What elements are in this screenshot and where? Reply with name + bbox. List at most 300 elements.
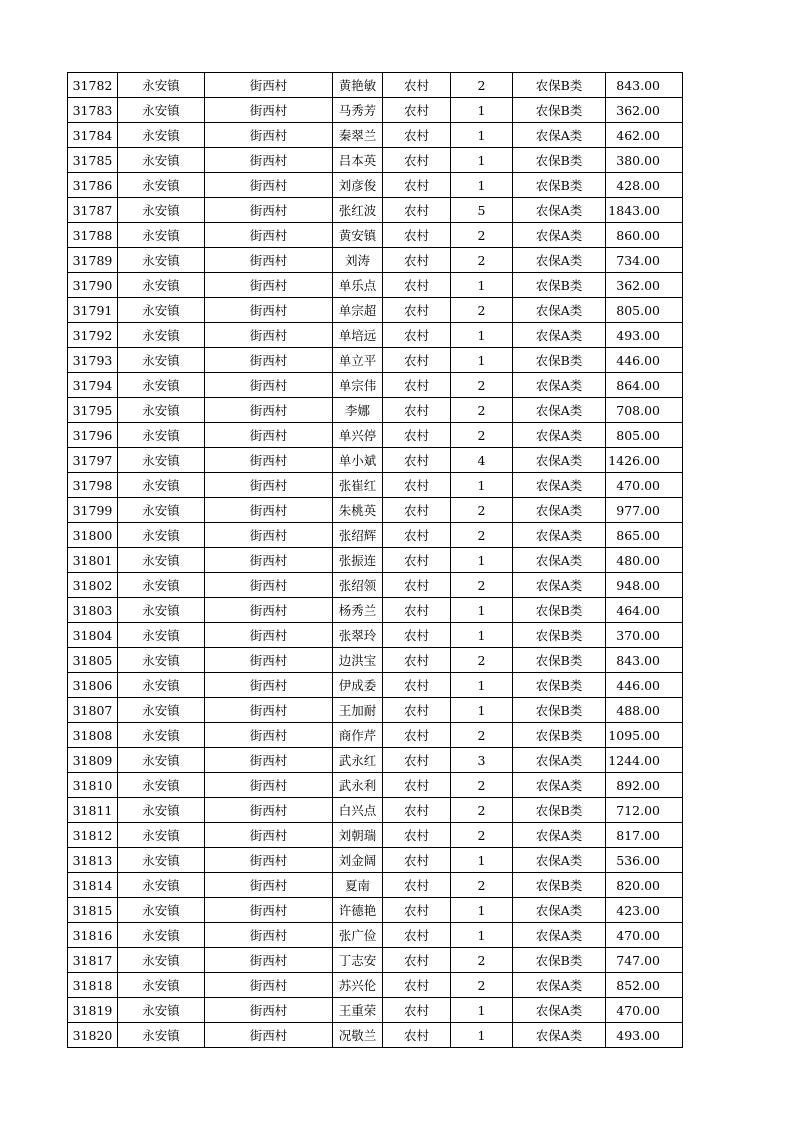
name-cell: 李娜 xyxy=(333,398,383,423)
amount-cell: 493.00 xyxy=(606,1023,683,1048)
town-cell: 永安镇 xyxy=(118,873,205,898)
table-row xyxy=(68,773,683,798)
serial-number-cell: 31788 xyxy=(68,223,118,248)
household-size-cell: 1 xyxy=(451,148,513,173)
serial-number-cell: 31798 xyxy=(68,473,118,498)
table-row xyxy=(68,73,683,98)
village-cell: 街西村 xyxy=(205,873,333,898)
serial-number-cell: 31802 xyxy=(68,573,118,598)
household-size-cell: 1 xyxy=(451,548,513,573)
household-size-cell: 2 xyxy=(451,223,513,248)
name-cell: 刘彦俊 xyxy=(333,173,383,198)
name-cell: 刘金阔 xyxy=(333,848,383,873)
insurance-category-cell: 农保A类 xyxy=(513,248,606,273)
village-cell: 街西村 xyxy=(205,273,333,298)
insurance-category-cell: 农保B类 xyxy=(513,273,606,298)
name-cell: 王加耐 xyxy=(333,698,383,723)
household-type-cell: 农村 xyxy=(383,123,451,148)
amount-cell: 446.00 xyxy=(606,673,683,698)
insurance-category-cell: 农保B类 xyxy=(513,148,606,173)
table-row xyxy=(68,273,683,298)
village-cell: 街西村 xyxy=(205,223,333,248)
name-cell: 单乐点 xyxy=(333,273,383,298)
insurance-category-cell: 农保B类 xyxy=(513,723,606,748)
insurance-category-cell: 农保A类 xyxy=(513,973,606,998)
table-row xyxy=(68,998,683,1023)
table-row xyxy=(68,598,683,623)
serial-number-cell: 31791 xyxy=(68,298,118,323)
amount-cell: 446.00 xyxy=(606,348,683,373)
village-cell: 街西村 xyxy=(205,648,333,673)
table-row xyxy=(68,173,683,198)
town-cell: 永安镇 xyxy=(118,823,205,848)
household-type-cell: 农村 xyxy=(383,673,451,698)
household-type-cell: 农村 xyxy=(383,523,451,548)
name-cell: 张振连 xyxy=(333,548,383,573)
household-size-cell: 2 xyxy=(451,973,513,998)
household-size-cell: 2 xyxy=(451,248,513,273)
serial-number-cell: 31808 xyxy=(68,723,118,748)
amount-cell: 488.00 xyxy=(606,698,683,723)
table-row xyxy=(68,823,683,848)
amount-cell: 820.00 xyxy=(606,873,683,898)
insurance-category-cell: 农保B类 xyxy=(513,873,606,898)
household-size-cell: 1 xyxy=(451,1023,513,1048)
household-type-cell: 农村 xyxy=(383,473,451,498)
town-cell: 永安镇 xyxy=(118,273,205,298)
name-cell: 王重荣 xyxy=(333,998,383,1023)
serial-number-cell: 31809 xyxy=(68,748,118,773)
village-cell: 街西村 xyxy=(205,798,333,823)
insurance-category-cell: 农保A类 xyxy=(513,1023,606,1048)
serial-number-cell: 31803 xyxy=(68,598,118,623)
name-cell: 夏南 xyxy=(333,873,383,898)
amount-cell: 747.00 xyxy=(606,948,683,973)
name-cell: 刘涛 xyxy=(333,248,383,273)
village-cell: 街西村 xyxy=(205,298,333,323)
amount-cell: 464.00 xyxy=(606,598,683,623)
town-cell: 永安镇 xyxy=(118,298,205,323)
town-cell: 永安镇 xyxy=(118,398,205,423)
name-cell: 单培远 xyxy=(333,323,383,348)
table-row xyxy=(68,473,683,498)
insurance-category-cell: 农保A类 xyxy=(513,548,606,573)
records-table xyxy=(67,72,683,1048)
town-cell: 永安镇 xyxy=(118,548,205,573)
amount-cell: 380.00 xyxy=(606,148,683,173)
name-cell: 单宗伟 xyxy=(333,373,383,398)
table-row xyxy=(68,573,683,598)
amount-cell: 462.00 xyxy=(606,123,683,148)
town-cell: 永安镇 xyxy=(118,773,205,798)
household-type-cell: 农村 xyxy=(383,723,451,748)
amount-cell: 865.00 xyxy=(606,523,683,548)
insurance-category-cell: 农保A类 xyxy=(513,123,606,148)
table-row xyxy=(68,398,683,423)
table-row xyxy=(68,648,683,673)
amount-cell: 708.00 xyxy=(606,398,683,423)
village-cell: 街西村 xyxy=(205,898,333,923)
serial-number-cell: 31805 xyxy=(68,648,118,673)
serial-number-cell: 31819 xyxy=(68,998,118,1023)
household-size-cell: 2 xyxy=(451,723,513,748)
insurance-category-cell: 农保A类 xyxy=(513,298,606,323)
town-cell: 永安镇 xyxy=(118,923,205,948)
village-cell: 街西村 xyxy=(205,698,333,723)
name-cell: 白兴点 xyxy=(333,798,383,823)
amount-cell: 977.00 xyxy=(606,498,683,523)
household-type-cell: 农村 xyxy=(383,898,451,923)
serial-number-cell: 31794 xyxy=(68,373,118,398)
household-size-cell: 1 xyxy=(451,273,513,298)
insurance-category-cell: 农保A类 xyxy=(513,198,606,223)
village-cell: 街西村 xyxy=(205,948,333,973)
serial-number-cell: 31817 xyxy=(68,948,118,973)
table-row xyxy=(68,948,683,973)
household-size-cell: 1 xyxy=(451,698,513,723)
village-cell: 街西村 xyxy=(205,398,333,423)
amount-cell: 817.00 xyxy=(606,823,683,848)
name-cell: 况敬兰 xyxy=(333,1023,383,1048)
insurance-category-cell: 农保A类 xyxy=(513,373,606,398)
household-size-cell: 2 xyxy=(451,798,513,823)
household-size-cell: 3 xyxy=(451,748,513,773)
name-cell: 单立平 xyxy=(333,348,383,373)
serial-number-cell: 31783 xyxy=(68,98,118,123)
household-size-cell: 1 xyxy=(451,898,513,923)
name-cell: 张绍领 xyxy=(333,573,383,598)
town-cell: 永安镇 xyxy=(118,198,205,223)
amount-cell: 470.00 xyxy=(606,473,683,498)
household-size-cell: 1 xyxy=(451,348,513,373)
household-type-cell: 农村 xyxy=(383,773,451,798)
table-row xyxy=(68,498,683,523)
table-row xyxy=(68,848,683,873)
amount-cell: 852.00 xyxy=(606,973,683,998)
serial-number-cell: 31812 xyxy=(68,823,118,848)
town-cell: 永安镇 xyxy=(118,898,205,923)
table-row xyxy=(68,373,683,398)
household-size-cell: 4 xyxy=(451,448,513,473)
village-cell: 街西村 xyxy=(205,548,333,573)
table-row xyxy=(68,423,683,448)
village-cell: 街西村 xyxy=(205,748,333,773)
town-cell: 永安镇 xyxy=(118,498,205,523)
insurance-category-cell: 农保B类 xyxy=(513,673,606,698)
serial-number-cell: 31789 xyxy=(68,248,118,273)
town-cell: 永安镇 xyxy=(118,148,205,173)
insurance-category-cell: 农保A类 xyxy=(513,523,606,548)
village-cell: 街西村 xyxy=(205,723,333,748)
name-cell: 张广俭 xyxy=(333,923,383,948)
insurance-category-cell: 农保A类 xyxy=(513,223,606,248)
amount-cell: 805.00 xyxy=(606,423,683,448)
name-cell: 张崔红 xyxy=(333,473,383,498)
insurance-category-cell: 农保A类 xyxy=(513,323,606,348)
household-size-cell: 1 xyxy=(451,673,513,698)
household-type-cell: 农村 xyxy=(383,323,451,348)
village-cell: 街西村 xyxy=(205,248,333,273)
serial-number-cell: 31793 xyxy=(68,348,118,373)
amount-cell: 428.00 xyxy=(606,173,683,198)
amount-cell: 493.00 xyxy=(606,323,683,348)
town-cell: 永安镇 xyxy=(118,348,205,373)
household-type-cell: 农村 xyxy=(383,148,451,173)
village-cell: 街西村 xyxy=(205,123,333,148)
amount-cell: 370.00 xyxy=(606,623,683,648)
village-cell: 街西村 xyxy=(205,98,333,123)
insurance-category-cell: 农保B类 xyxy=(513,98,606,123)
amount-cell: 480.00 xyxy=(606,548,683,573)
household-type-cell: 农村 xyxy=(383,798,451,823)
town-cell: 永安镇 xyxy=(118,598,205,623)
household-size-cell: 1 xyxy=(451,173,513,198)
name-cell: 武永利 xyxy=(333,773,383,798)
village-cell: 街西村 xyxy=(205,848,333,873)
household-type-cell: 农村 xyxy=(383,973,451,998)
name-cell: 黄安镇 xyxy=(333,223,383,248)
insurance-category-cell: 农保A类 xyxy=(513,998,606,1023)
household-type-cell: 农村 xyxy=(383,998,451,1023)
household-size-cell: 1 xyxy=(451,598,513,623)
household-size-cell: 2 xyxy=(451,398,513,423)
amount-cell: 860.00 xyxy=(606,223,683,248)
serial-number-cell: 31795 xyxy=(68,398,118,423)
household-size-cell: 1 xyxy=(451,123,513,148)
serial-number-cell: 31787 xyxy=(68,198,118,223)
insurance-category-cell: 农保B类 xyxy=(513,698,606,723)
village-cell: 街西村 xyxy=(205,473,333,498)
household-size-cell: 1 xyxy=(451,623,513,648)
name-cell: 单宗超 xyxy=(333,298,383,323)
table-row xyxy=(68,873,683,898)
serial-number-cell: 31800 xyxy=(68,523,118,548)
table-row xyxy=(68,898,683,923)
amount-cell: 892.00 xyxy=(606,773,683,798)
name-cell: 秦翠兰 xyxy=(333,123,383,148)
serial-number-cell: 31806 xyxy=(68,673,118,698)
table-row xyxy=(68,248,683,273)
serial-number-cell: 31792 xyxy=(68,323,118,348)
town-cell: 永安镇 xyxy=(118,523,205,548)
amount-cell: 1843.00 xyxy=(606,198,683,223)
amount-cell: 734.00 xyxy=(606,248,683,273)
name-cell: 商作芹 xyxy=(333,723,383,748)
insurance-category-cell: 农保B类 xyxy=(513,948,606,973)
household-size-cell: 2 xyxy=(451,523,513,548)
household-size-cell: 1 xyxy=(451,998,513,1023)
serial-number-cell: 31786 xyxy=(68,173,118,198)
name-cell: 单小斌 xyxy=(333,448,383,473)
insurance-category-cell: 农保A类 xyxy=(513,573,606,598)
household-type-cell: 农村 xyxy=(383,198,451,223)
village-cell: 街西村 xyxy=(205,423,333,448)
household-type-cell: 农村 xyxy=(383,73,451,98)
serial-number-cell: 31784 xyxy=(68,123,118,148)
household-type-cell: 农村 xyxy=(383,98,451,123)
amount-cell: 864.00 xyxy=(606,373,683,398)
amount-cell: 423.00 xyxy=(606,898,683,923)
name-cell: 单兴停 xyxy=(333,423,383,448)
village-cell: 街西村 xyxy=(205,498,333,523)
town-cell: 永安镇 xyxy=(118,848,205,873)
insurance-category-cell: 农保A类 xyxy=(513,848,606,873)
town-cell: 永安镇 xyxy=(118,648,205,673)
village-cell: 街西村 xyxy=(205,73,333,98)
household-type-cell: 农村 xyxy=(383,348,451,373)
table-row xyxy=(68,798,683,823)
insurance-category-cell: 农保A类 xyxy=(513,748,606,773)
name-cell: 张绍辉 xyxy=(333,523,383,548)
serial-number-cell: 31797 xyxy=(68,448,118,473)
village-cell: 街西村 xyxy=(205,573,333,598)
village-cell: 街西村 xyxy=(205,348,333,373)
name-cell: 张翠玲 xyxy=(333,623,383,648)
serial-number-cell: 31807 xyxy=(68,698,118,723)
serial-number-cell: 31816 xyxy=(68,923,118,948)
table-row xyxy=(68,923,683,948)
table-row xyxy=(68,698,683,723)
table-row xyxy=(68,323,683,348)
table-row xyxy=(68,123,683,148)
amount-cell: 843.00 xyxy=(606,648,683,673)
town-cell: 永安镇 xyxy=(118,798,205,823)
household-size-cell: 2 xyxy=(451,873,513,898)
table-row xyxy=(68,98,683,123)
household-size-cell: 2 xyxy=(451,298,513,323)
household-size-cell: 1 xyxy=(451,323,513,348)
amount-cell: 362.00 xyxy=(606,273,683,298)
village-cell: 街西村 xyxy=(205,773,333,798)
insurance-category-cell: 农保A类 xyxy=(513,773,606,798)
household-type-cell: 农村 xyxy=(383,548,451,573)
household-type-cell: 农村 xyxy=(383,173,451,198)
name-cell: 苏兴伦 xyxy=(333,973,383,998)
table-row xyxy=(68,198,683,223)
household-type-cell: 农村 xyxy=(383,398,451,423)
serial-number-cell: 31782 xyxy=(68,73,118,98)
serial-number-cell: 31801 xyxy=(68,548,118,573)
serial-number-cell: 31811 xyxy=(68,798,118,823)
town-cell: 永安镇 xyxy=(118,973,205,998)
household-type-cell: 农村 xyxy=(383,748,451,773)
town-cell: 永安镇 xyxy=(118,448,205,473)
village-cell: 街西村 xyxy=(205,623,333,648)
name-cell: 丁志安 xyxy=(333,948,383,973)
village-cell: 街西村 xyxy=(205,973,333,998)
town-cell: 永安镇 xyxy=(118,73,205,98)
household-type-cell: 农村 xyxy=(383,698,451,723)
serial-number-cell: 31818 xyxy=(68,973,118,998)
household-type-cell: 农村 xyxy=(383,498,451,523)
name-cell: 马秀芳 xyxy=(333,98,383,123)
household-size-cell: 2 xyxy=(451,648,513,673)
village-cell: 街西村 xyxy=(205,523,333,548)
table-row xyxy=(68,748,683,773)
household-size-cell: 2 xyxy=(451,373,513,398)
table-row xyxy=(68,673,683,698)
table-row xyxy=(68,548,683,573)
town-cell: 永安镇 xyxy=(118,673,205,698)
insurance-category-cell: 农保A类 xyxy=(513,498,606,523)
town-cell: 永安镇 xyxy=(118,748,205,773)
serial-number-cell: 31785 xyxy=(68,148,118,173)
insurance-category-cell: 农保B类 xyxy=(513,623,606,648)
table-row xyxy=(68,148,683,173)
village-cell: 街西村 xyxy=(205,198,333,223)
village-cell: 街西村 xyxy=(205,373,333,398)
amount-cell: 843.00 xyxy=(606,73,683,98)
table-row xyxy=(68,298,683,323)
household-type-cell: 农村 xyxy=(383,648,451,673)
amount-cell: 1095.00 xyxy=(606,723,683,748)
name-cell: 武永红 xyxy=(333,748,383,773)
serial-number-cell: 31810 xyxy=(68,773,118,798)
insurance-category-cell: 农保A类 xyxy=(513,823,606,848)
household-size-cell: 1 xyxy=(451,923,513,948)
household-type-cell: 农村 xyxy=(383,373,451,398)
insurance-category-cell: 农保A类 xyxy=(513,898,606,923)
insurance-category-cell: 农保A类 xyxy=(513,423,606,448)
amount-cell: 536.00 xyxy=(606,848,683,873)
household-type-cell: 农村 xyxy=(383,223,451,248)
household-type-cell: 农村 xyxy=(383,298,451,323)
household-size-cell: 2 xyxy=(451,573,513,598)
household-size-cell: 2 xyxy=(451,773,513,798)
name-cell: 朱桃英 xyxy=(333,498,383,523)
amount-cell: 1426.00 xyxy=(606,448,683,473)
village-cell: 街西村 xyxy=(205,148,333,173)
table-row xyxy=(68,973,683,998)
amount-cell: 470.00 xyxy=(606,998,683,1023)
town-cell: 永安镇 xyxy=(118,323,205,348)
household-type-cell: 农村 xyxy=(383,1023,451,1048)
town-cell: 永安镇 xyxy=(118,1023,205,1048)
serial-number-cell: 31813 xyxy=(68,848,118,873)
name-cell: 刘朝瑞 xyxy=(333,823,383,848)
name-cell: 张红波 xyxy=(333,198,383,223)
household-type-cell: 农村 xyxy=(383,623,451,648)
household-size-cell: 1 xyxy=(451,848,513,873)
insurance-category-cell: 农保B类 xyxy=(513,798,606,823)
amount-cell: 362.00 xyxy=(606,98,683,123)
village-cell: 街西村 xyxy=(205,998,333,1023)
town-cell: 永安镇 xyxy=(118,723,205,748)
insurance-category-cell: 农保A类 xyxy=(513,923,606,948)
insurance-category-cell: 农保A类 xyxy=(513,473,606,498)
household-size-cell: 2 xyxy=(451,948,513,973)
village-cell: 街西村 xyxy=(205,323,333,348)
table-row xyxy=(68,623,683,648)
serial-number-cell: 31820 xyxy=(68,1023,118,1048)
insurance-category-cell: 农保B类 xyxy=(513,648,606,673)
name-cell: 边洪宝 xyxy=(333,648,383,673)
table-row xyxy=(68,723,683,748)
household-size-cell: 1 xyxy=(451,473,513,498)
table-body xyxy=(68,73,683,1048)
table-row xyxy=(68,1023,683,1048)
serial-number-cell: 31799 xyxy=(68,498,118,523)
name-cell: 伊成委 xyxy=(333,673,383,698)
amount-cell: 712.00 xyxy=(606,798,683,823)
town-cell: 永安镇 xyxy=(118,248,205,273)
household-size-cell: 5 xyxy=(451,198,513,223)
name-cell: 黄艳敏 xyxy=(333,73,383,98)
village-cell: 街西村 xyxy=(205,173,333,198)
amount-cell: 470.00 xyxy=(606,923,683,948)
name-cell: 许德艳 xyxy=(333,898,383,923)
town-cell: 永安镇 xyxy=(118,698,205,723)
